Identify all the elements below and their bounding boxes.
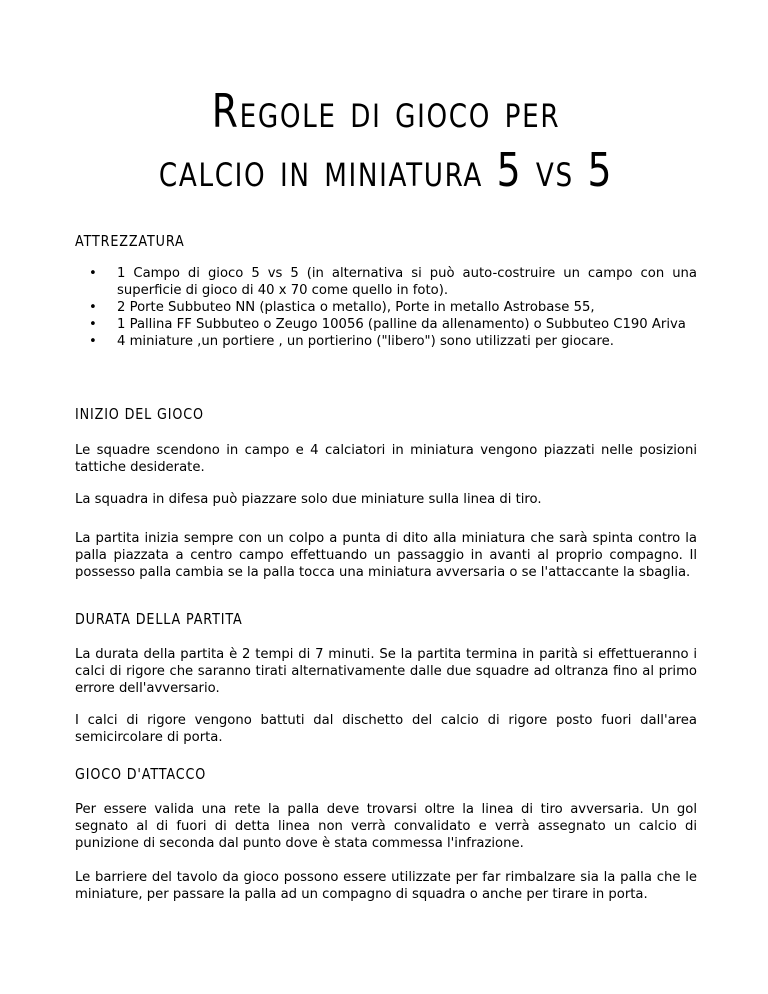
paragraph: La durata della partita è 2 tempi di 7 minuti. Se la partita termina in parità si effettueranno i calci di rigore che saranno tirati alternativamente dalle due squadre ad oltranza fino al primo errore dell'avversario. [75,647,697,696]
list-item: • 1 Pallina FF Subbuteo o Zeugo 10056 (palline da allenamento) o Subbuteo C190 Ariva [117,316,697,333]
paragraph: La partita inizia sempre con un colpo a punta di dito alla miniatura che sarà spinta contro la palla piazzata a centro campo effettuando un passaggio in avanti al proprio compagno. Il possesso palla cambia se la palla tocca una miniatura avversaria o se l'attaccante la sbaglia. [75,531,697,580]
list-item: • 2 Porte Subbuteo NN (plastica o metallo), Porte in metallo Astrobase 55, [117,299,697,316]
heading-inizio-del-gioco: INIZIO DEL GIOCO [75,405,204,423]
heading-attrezzatura: ATTREZZATURA [75,232,185,250]
equipment-list [75,265,697,350]
list-item: • 1 Campo di gioco 5 vs 5 (in alternativa si può auto-costruire un campo con una superficie di gioco di 40 x 70 come quello in foto). [117,265,697,299]
heading-durata-della-partita: DURATA DELLA PARTITA [75,610,243,628]
heading-gioco-d-attacco: GIOCO D'ATTACCO [75,765,207,783]
title-line-2: calcio in miniatura 5 vs 5 [158,143,614,197]
list-item: • 4 miniature ,un portiere , un portierino ("libero") sono utilizzati per giocare. [117,333,697,350]
paragraph: I calci di rigore vengono battuti dal dischetto del calcio di rigore posto fuori dall'area semicircolare di porta. [75,713,697,745]
document-page [75,0,697,902]
paragraph: La squadra in difesa può piazzare solo due miniature sulla linea di tiro. [75,492,542,507]
paragraph: Le squadre scendono in campo e 4 calciatori in miniatura vengono piazzati nelle posizioni tattiche desiderate. [75,443,697,475]
document-title [131,82,641,200]
paragraph: Per essere valida una rete la palla deve trovarsi oltre la linea di tiro avversaria. Un gol segnato al di fuori di detta linea non verrà convalidato e verrà assegnato un calcio di punizione di seconda dal punto dove è stata commessa l'infrazione. [75,802,697,851]
paragraph: Le barriere del tavolo da gioco possono essere utilizzate per far rimbalzare sia la palla che le miniature, per passare la palla ad un compagno di squadra o anche per tirare in porta. [75,870,697,902]
title-line-1: Regole di gioco per [211,84,561,138]
